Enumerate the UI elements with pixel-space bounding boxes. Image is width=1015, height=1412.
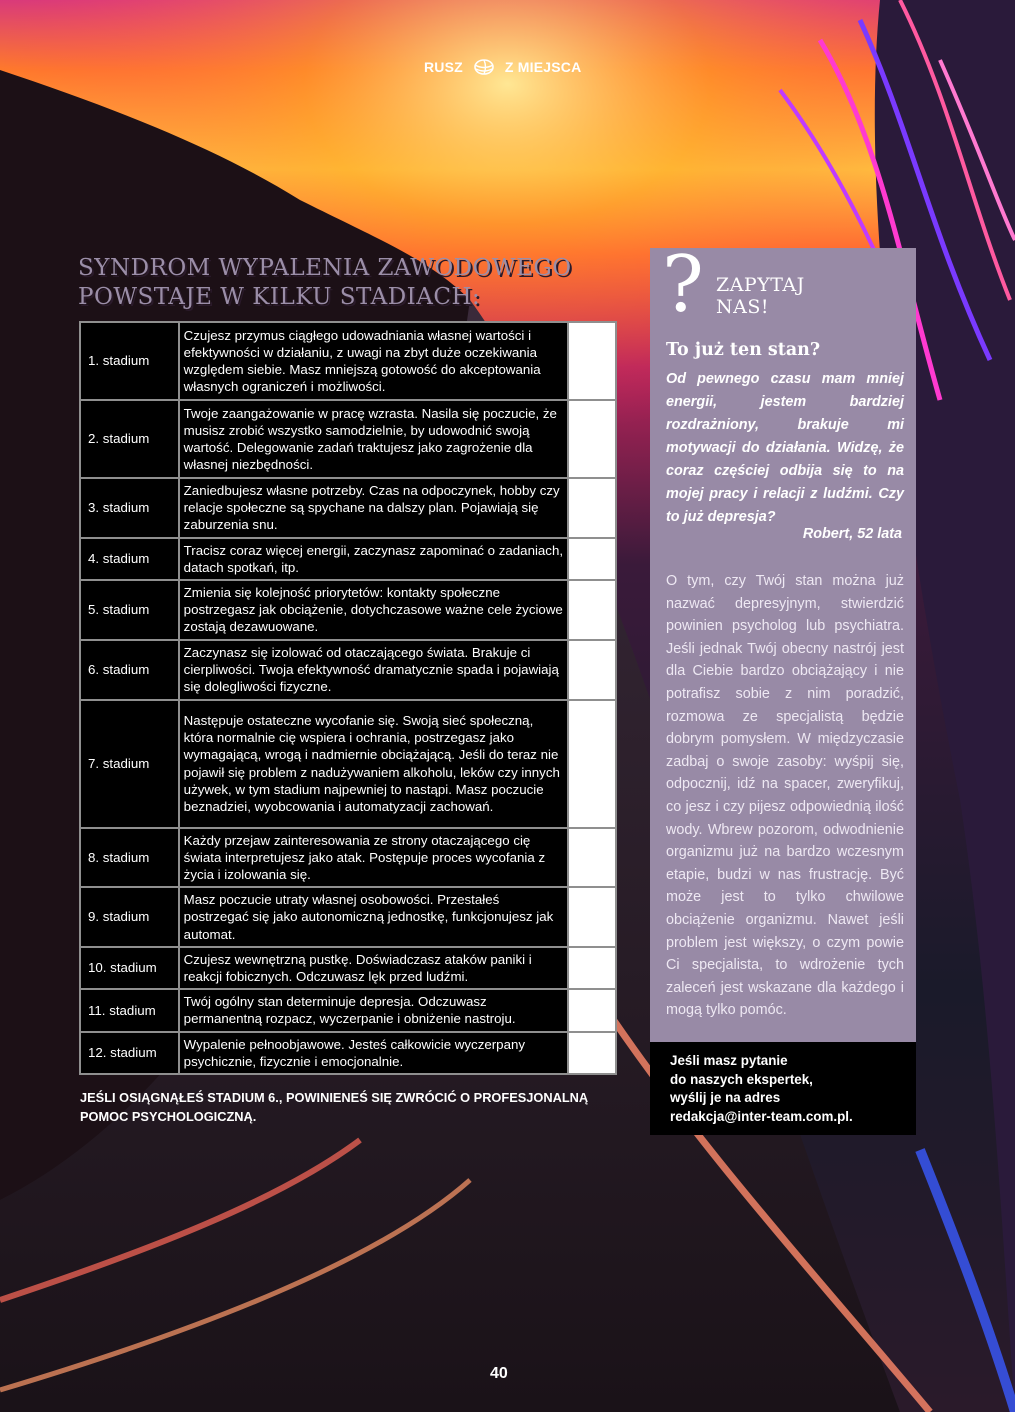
stage-label: 8. stadium: [80, 828, 179, 888]
stage-description: Wypalenie pełnoobjawowe. Jesteś całkowicie wyczerpany psychicznie, fizycznie i emocjonalnie.: [179, 1032, 569, 1074]
table-row: [80, 989, 616, 1031]
stage-checkbox[interactable]: [568, 478, 616, 538]
stage-checkbox[interactable]: [568, 947, 616, 989]
stage-description: Czujesz przymus ciągłego udowadniania własnej wartości i efektywności w działaniu, z uwagi na zbyt duże oczekiwania względem siebie. Masz mniejszą gotowość do akceptowania własnych ograniczeń i możliwości.: [179, 322, 569, 400]
stage-checkbox[interactable]: [568, 887, 616, 947]
stage-label: 7. stadium: [80, 700, 179, 828]
table-row: [80, 322, 616, 400]
stage-warning-note: JEŚLI OSIĄGNĄŁEŚ STADIUM 6., POWINIENEŚ SIĘ ZWRÓCIĆ O PROFESJONALNĄ POMOC PSYCHOLOGICZNĄ.: [80, 1090, 589, 1124]
stage-description: Zaczynasz się izolować od otaczającego świata. Brakuje ci cierpliwości. Twoja efektywność dramatycznie spada i pojawiają się dolegliwości fizyczne.: [179, 640, 569, 700]
stage-description: Tracisz coraz więcej energii, zaczynasz zapominać o zadaniach, datach spotkań, itp.: [179, 538, 569, 580]
reader-signature: Robert, 52 lata: [802, 526, 902, 542]
table-row: [80, 947, 616, 989]
table-row: [80, 400, 616, 478]
stage-checkbox[interactable]: [568, 1032, 616, 1074]
stage-description: Zaniedbujesz własne potrzeby. Czas na odpoczynek, hobby czy relacje społeczne są spychane na dalszy plan. Pojawiają się zaburzenia snu.: [179, 478, 569, 538]
table-row: [80, 887, 616, 947]
stage-checkbox[interactable]: [568, 828, 616, 888]
ask-us-title: [716, 274, 805, 318]
table-row: [80, 478, 616, 538]
headline-line-1: SYNDROM WYPALENIA ZAWODOWEGO: [78, 255, 572, 281]
reader-question-title: To już ten stan?: [666, 340, 821, 360]
contact-line-3: wyślij je na adres: [670, 1090, 781, 1105]
stage-checkbox[interactable]: [568, 322, 616, 400]
stage-label: 3. stadium: [80, 478, 179, 538]
contact-text: [670, 1052, 853, 1126]
stage-checkbox[interactable]: [568, 640, 616, 700]
section-header-right: Z MIEJSCA: [504, 59, 582, 75]
table-row: [80, 580, 616, 640]
globe-logo-icon: [473, 58, 495, 76]
stage-description: Następuje ostateczne wycofanie się. Swoją sieć społeczną, która normalnie cię wspiera i ochrania, postrzegasz jako wymagającą, wrogą i nadmiernie obciążającą. Jeśli do teraz nie pojawił się problem z nadużywaniem alkoholu, leków czy innych używek, w tym stadium najpewniej to nastąpi. Masz poczucie beznadziei, wyobcowania i automatyzacji zachowań.: [179, 700, 569, 828]
stage-checkbox[interactable]: [568, 700, 616, 828]
stage-label: 6. stadium: [80, 640, 179, 700]
ask-us-title-line-2: NAS!: [716, 296, 769, 318]
stage-label: 1. stadium: [80, 322, 179, 400]
contact-line-2: do naszych ekspertek,: [670, 1071, 813, 1087]
stage-label: 9. stadium: [80, 887, 179, 947]
section-header-left: RUSZ: [424, 59, 463, 75]
stage-checkbox[interactable]: [568, 538, 616, 580]
stage-label: 11. stadium: [80, 989, 179, 1031]
stage-description: Każdy przejaw zainteresowania ze strony otaczającego cię świata interpretujesz jako atak. Postępuje proces wycofania z życia i izolowania się.: [179, 828, 569, 888]
contact-line-1: Jeśli masz pytanie: [670, 1053, 788, 1068]
ask-us-contact-box: [650, 1042, 916, 1135]
table-row: [80, 538, 616, 580]
table-row: [80, 700, 616, 828]
headline-line-2: POWSTAJE W KILKU STADIACH:: [78, 284, 481, 310]
stage-checkbox[interactable]: [568, 400, 616, 478]
stage-label: 2. stadium: [80, 400, 179, 478]
stage-label: 5. stadium: [80, 580, 179, 640]
page-number: 40: [490, 1365, 508, 1382]
ask-us-box: [650, 240, 916, 1042]
ask-us-title-line-1: ZAPYTAJ: [716, 274, 805, 296]
stage-description: Masz poczucie utraty własnej osobowości. Przestałeś postrzegać się jako autonomiczną jednostkę, funkcjonujesz jak automat.: [179, 887, 569, 947]
stage-label: 12. stadium: [80, 1032, 179, 1074]
section-header: [424, 58, 581, 76]
stage-label: 4. stadium: [80, 538, 179, 580]
table-row: [80, 828, 616, 888]
burnout-stages-table: [79, 321, 617, 1075]
stage-description: Twój ogólny stan determinuje depresja. Odczuwasz permanentną rozpacz, wyczerpanie i obniżenie nastroju.: [179, 989, 569, 1031]
reader-question: Od pewnego czasu mam mniej energii, jestem bardziej rozdrażniony, brakuje mi motywacji do działania. Widzę, że coraz częściej odbija się to na mojej pracy i relacji z ludźmi. Czy to już depresja?: [666, 371, 904, 525]
question-mark-icon: ?: [662, 240, 704, 330]
table-row: [80, 640, 616, 700]
contact-email-link[interactable]: redakcja@inter-team.com.pl.: [670, 1108, 853, 1124]
stage-description: Twoje zaangażowanie w pracę wzrasta. Nasila się poczucie, że musisz zrobić wszystko samodzielnie, by udowodnić swoją wartość. Delegowanie zadań traktujesz jako zagrożenie dla własnej niezbędności.: [179, 400, 569, 478]
expert-answer: O tym, czy Twój stan można już nazwać depresyjnym, stwierdzić powinien psycholog lub psychiatra. Jeśli jednak Twój obecny nastrój jest dla Ciebie bardzo obciążający i nie potrafisz sobie z nim poradzić, rozmowa ze specjalistą będzie dobrym pomysłem. W międzyczasie zadbaj o swoje zasoby: wyśpij się, odpocznij, idź na spacer, zweryfikuj, co jesz i czy pijesz odpowiednią ilość wody. Wbrew pozorom, odwodnienie organizmu już na bardzo wczesnym etapie, budzi w nas frustrację. Być może jest to tylko chwilowe obciążenie organizmu. Nawet jeśli problem jest większy, o czym powie Ci specjalista, to wdrożenie tych zaleceń jest wskazane dla każdego i mogą tylko pomóc.: [666, 573, 904, 1019]
stage-checkbox[interactable]: [568, 580, 616, 640]
stage-checkbox[interactable]: [568, 989, 616, 1031]
stage-description: Zmienia się kolejność priorytetów: kontakty społeczne postrzegasz jak obciążenie, dotychczasowe ważne cele życiowe zostają dezawuowane.: [179, 580, 569, 640]
article-headline: [78, 254, 618, 312]
stage-description: Czujesz wewnętrzną pustkę. Doświadczasz ataków paniki i reakcji fobicznych. Odczuwasz lęk przed ludźmi.: [179, 947, 569, 989]
stage-label: 10. stadium: [80, 947, 179, 989]
table-row: [80, 1032, 616, 1074]
